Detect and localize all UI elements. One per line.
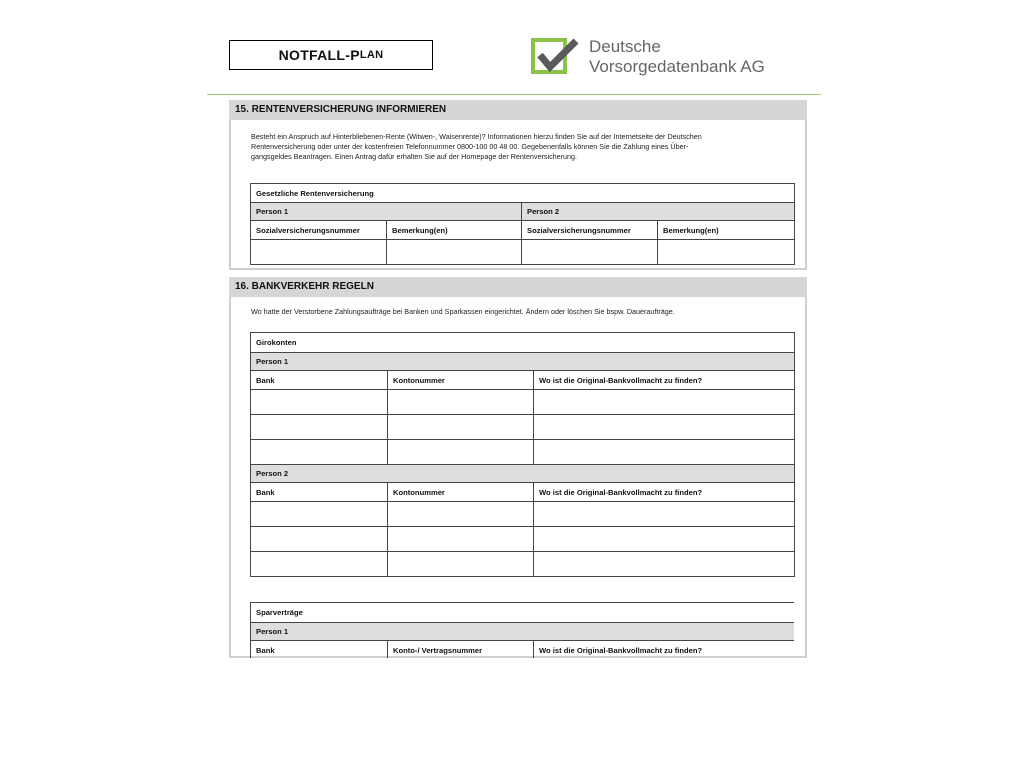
input-cell[interactable] (534, 552, 795, 577)
sparvertraege-table (250, 602, 794, 658)
input-cell[interactable] (522, 240, 658, 265)
person-2-header: Person 2 (522, 203, 795, 221)
input-cell[interactable] (388, 502, 534, 527)
input-cell[interactable] (388, 440, 534, 465)
paragraph-line: Besteht ein Anspruch auf Hinterbliebenen-Rente (Witwen-, Waisenrente)? Informationen hierzu finden Sie auf der Internetseite der Deutschen (251, 132, 702, 141)
input-cell[interactable] (388, 415, 534, 440)
column-header-bank: Bank (251, 483, 388, 502)
rentenversicherung-table (250, 183, 795, 265)
column-header-svnr: Sozialversicherungsnummer (251, 221, 387, 240)
column-header-bank: Bank (251, 641, 388, 659)
column-header-vollmacht: Wo ist die Original-Bankvollmacht zu finden? (534, 641, 795, 659)
column-header-bank: Bank (251, 371, 388, 390)
column-header-vollmacht: Wo ist die Original-Bankvollmacht zu finden? (534, 371, 795, 390)
input-cell[interactable] (251, 440, 388, 465)
header-divider (207, 94, 821, 95)
input-cell[interactable] (251, 552, 388, 577)
input-cell[interactable] (251, 240, 387, 265)
document-title (229, 40, 433, 70)
section-16-heading: 16. BANKVERKEHR REGELN (229, 277, 807, 297)
input-cell[interactable] (251, 502, 388, 527)
logo-wordmark (589, 37, 765, 77)
table-title: Girokonten (251, 333, 795, 353)
person-1-header: Person 1 (251, 203, 522, 221)
column-header-svnr: Sozialversicherungsnummer (522, 221, 658, 240)
person-1-header: Person 1 (251, 353, 795, 371)
column-header-bemerkung: Bemerkung(en) (658, 221, 795, 240)
table-title: Gesetzliche Rentenversicherung (251, 184, 795, 203)
input-cell[interactable] (251, 527, 388, 552)
input-cell[interactable] (387, 240, 522, 265)
section-16-paragraph: Wo hatte der Verstorbene Zahlungsaufträge bei Banken und Sparkassen eingerichtet. Ändern oder löschen Sie bspw. Daueraufträge. (251, 307, 675, 316)
column-header-kontonummer: Kontonummer (388, 371, 534, 390)
input-cell[interactable] (534, 527, 795, 552)
logo-line-1: Deutsche (589, 37, 661, 56)
person-1-header: Person 1 (251, 623, 795, 641)
input-cell[interactable] (534, 502, 795, 527)
input-cell[interactable] (388, 552, 534, 577)
section-15-heading: 15. RENTENVERSICHERUNG INFORMIEREN (229, 100, 807, 120)
column-header-kontonummer: Kontonummer (388, 483, 534, 502)
input-cell[interactable] (251, 415, 388, 440)
input-cell[interactable] (534, 390, 795, 415)
company-logo (530, 37, 800, 79)
input-cell[interactable] (251, 390, 388, 415)
paragraph-line: Rentenversicherung oder unter der kostenfreien Telefonnummer 0800-100 00 48 00. Gegebenenfalls können Sie die Zahlung eines Über- (251, 142, 689, 151)
input-cell[interactable] (534, 440, 795, 465)
section-15-paragraph (251, 132, 796, 162)
input-cell[interactable] (658, 240, 795, 265)
input-cell[interactable] (388, 390, 534, 415)
person-2-header: Person 2 (251, 465, 795, 483)
checkbox-check-logo-icon (530, 37, 580, 77)
column-header-vertragsnummer: Konto-/ Vertragsnummer (388, 641, 534, 659)
paragraph-line: gangsgeldes Beantragen. Einen Antrag dafür erhalten Sie auf der Homepage der Rentenversicherung. (251, 152, 578, 161)
column-header-vollmacht: Wo ist die Original-Bankvollmacht zu finden? (534, 483, 795, 502)
girokonten-table (250, 332, 795, 577)
title-small-caps: LAN (359, 49, 384, 61)
input-cell[interactable] (388, 527, 534, 552)
logo-line-2: Vorsorgedatenbank AG (589, 57, 765, 76)
column-header-bemerkung: Bemerkung(en) (387, 221, 522, 240)
input-cell[interactable] (534, 415, 795, 440)
sparvertraege-clip (250, 602, 794, 658)
table-title: Sparverträge (251, 603, 795, 623)
title-main: NOTFALL-P (278, 47, 360, 63)
